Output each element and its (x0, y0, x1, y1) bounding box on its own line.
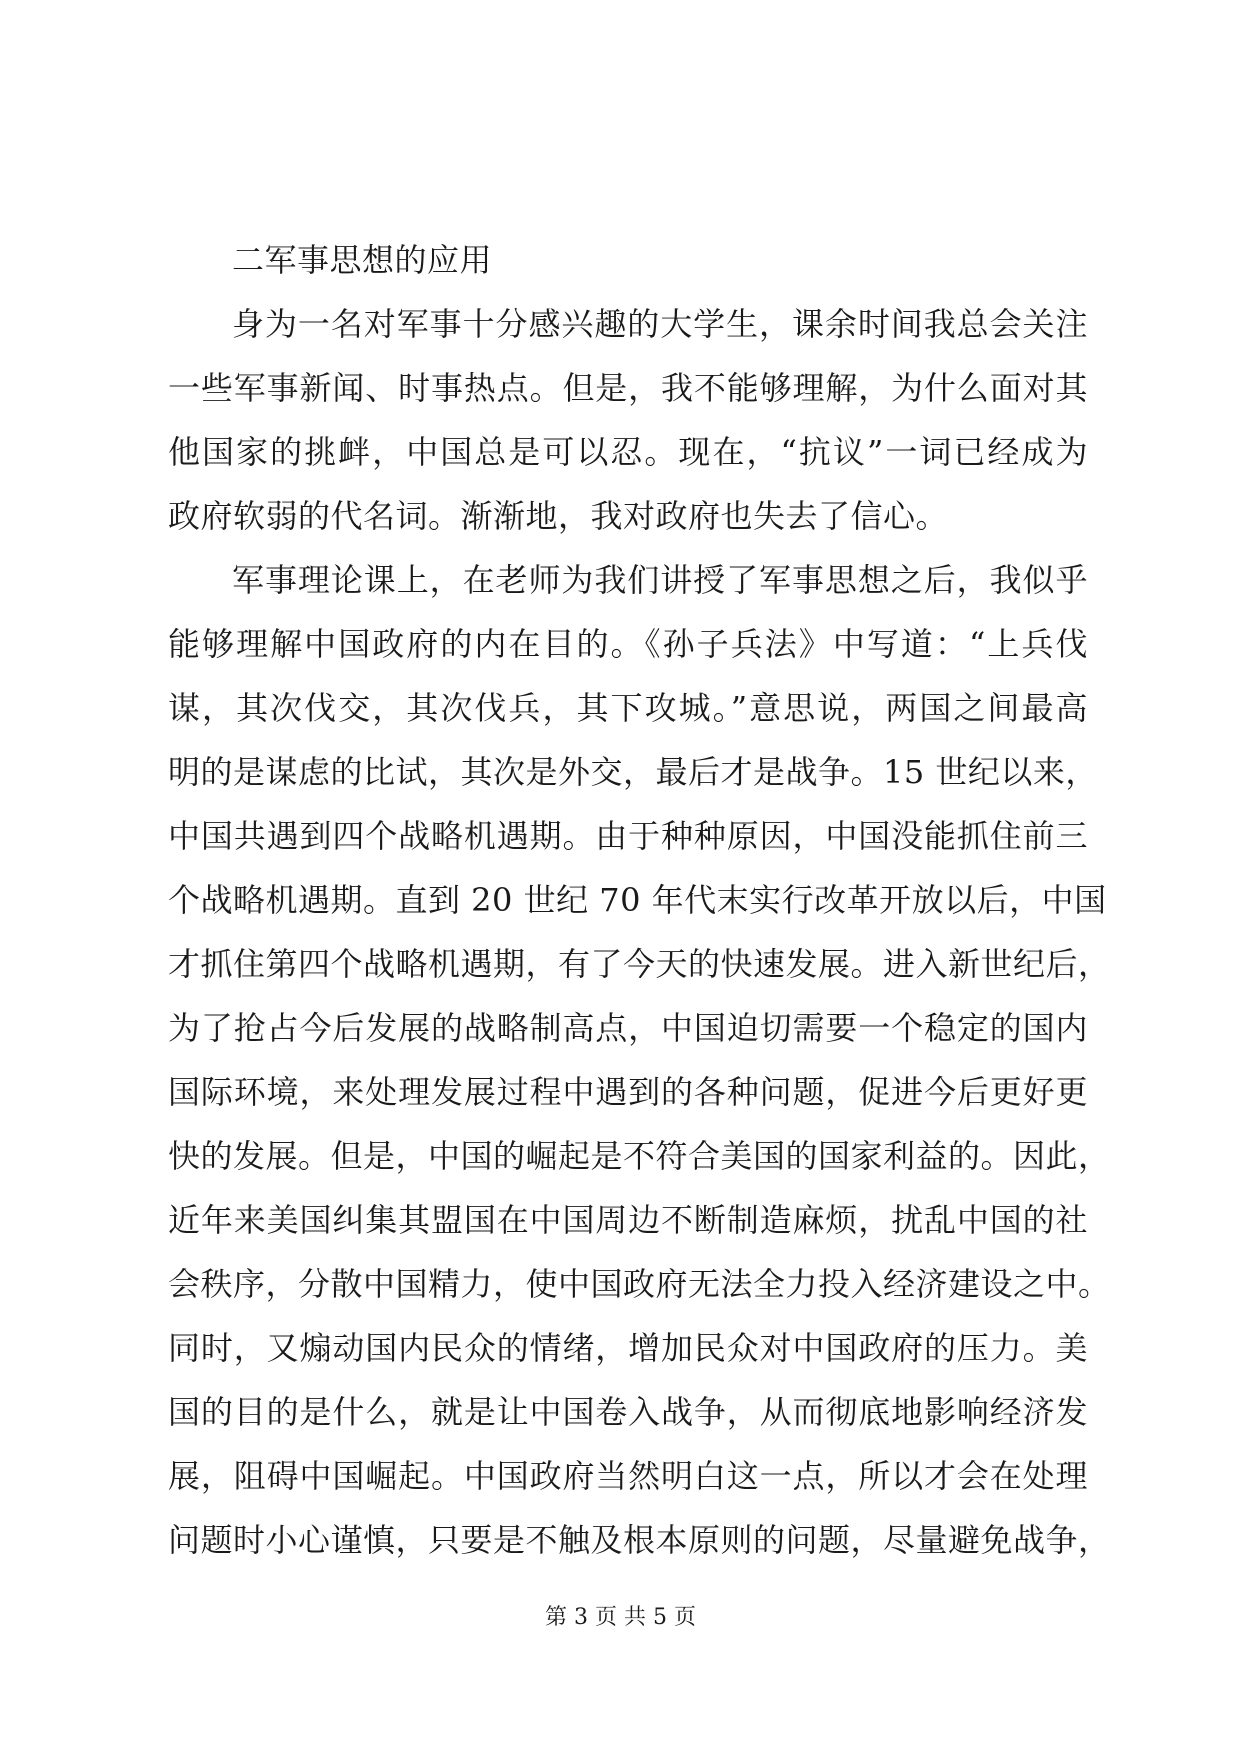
paragraph-2 (168, 548, 1111, 1572)
paragraph-line: 快的发展。但是，中国的崛起是不符合美国的国家利益的。因此， (168, 1137, 1111, 1175)
paragraph-line: 会秩序，分散中国精力，使中国政府无法全力投入经济建设之中。 (168, 1265, 1111, 1303)
paragraph-line: 展，阻碍中国崛起。中国政府当然明白这一点，所以才会在处理 (168, 1457, 1088, 1495)
paragraph-line: 一些军事新闻、时事热点。但是，我不能够理解，为什么面对其 (168, 369, 1088, 407)
paragraph-line: 能够理解中国政府的内在目的。《孙子兵法》中写道：“上兵伐 (168, 625, 1088, 663)
page-number-footer: 第 3 页 共 5 页 (545, 1605, 696, 1630)
paragraph-line: 个战略机遇期。直到 20 世纪 70 年代末实行改革开放以后，中国 (168, 881, 1107, 919)
paragraph-line: 国的目的是什么，就是让中国卷入战争，从而彻底地影响经济发 (168, 1393, 1088, 1431)
paragraph-line: 明的是谋虑的比试，其次是外交，最后才是战争。15 世纪以来， (168, 753, 1098, 791)
paragraph-line: 近年来美国纠集其盟国在中国周边不断制造麻烦，扰乱中国的社 (168, 1201, 1088, 1239)
paragraph-line: 身为一名对军事十分感兴趣的大学生，课余时间我总会关注 (232, 305, 1088, 343)
paragraph-line: 谋，其次伐交，其次伐兵，其下攻城。”意思说，两国之间最高 (168, 689, 1088, 727)
document-body (168, 228, 1111, 1572)
paragraph-line: 为了抢占今后发展的战略制高点，中国迫切需要一个稳定的国内 (168, 1009, 1088, 1047)
paragraph-line: 政府软弱的代名词。渐渐地，我对政府也失去了信心。 (168, 497, 949, 535)
paragraph-line: 中国共遇到四个战略机遇期。由于种种原因，中国没能抓住前三 (168, 817, 1088, 855)
paragraph-line: 才抓住第四个战略机遇期，有了今天的快速发展。进入新世纪后， (168, 945, 1111, 983)
paragraph-line: 他国家的挑衅，中国总是可以忍。现在，“抗议”一词已经成为 (168, 433, 1088, 471)
section-heading: 二军事思想的应用 (232, 241, 493, 279)
paragraph-line: 同时，又煽动国内民众的情绪，增加民众对中国政府的压力。美 (168, 1329, 1088, 1367)
paragraph-line: 国际环境，来处理发展过程中遇到的各种问题，促进今后更好更 (168, 1073, 1088, 1111)
paragraph-1 (168, 292, 1088, 548)
paragraph-line: 军事理论课上，在老师为我们讲授了军事思想之后，我似乎 (232, 561, 1088, 599)
paragraph-line: 问题时小心谨慎，只要是不触及根本原则的问题，尽量避免战争， (168, 1521, 1111, 1559)
